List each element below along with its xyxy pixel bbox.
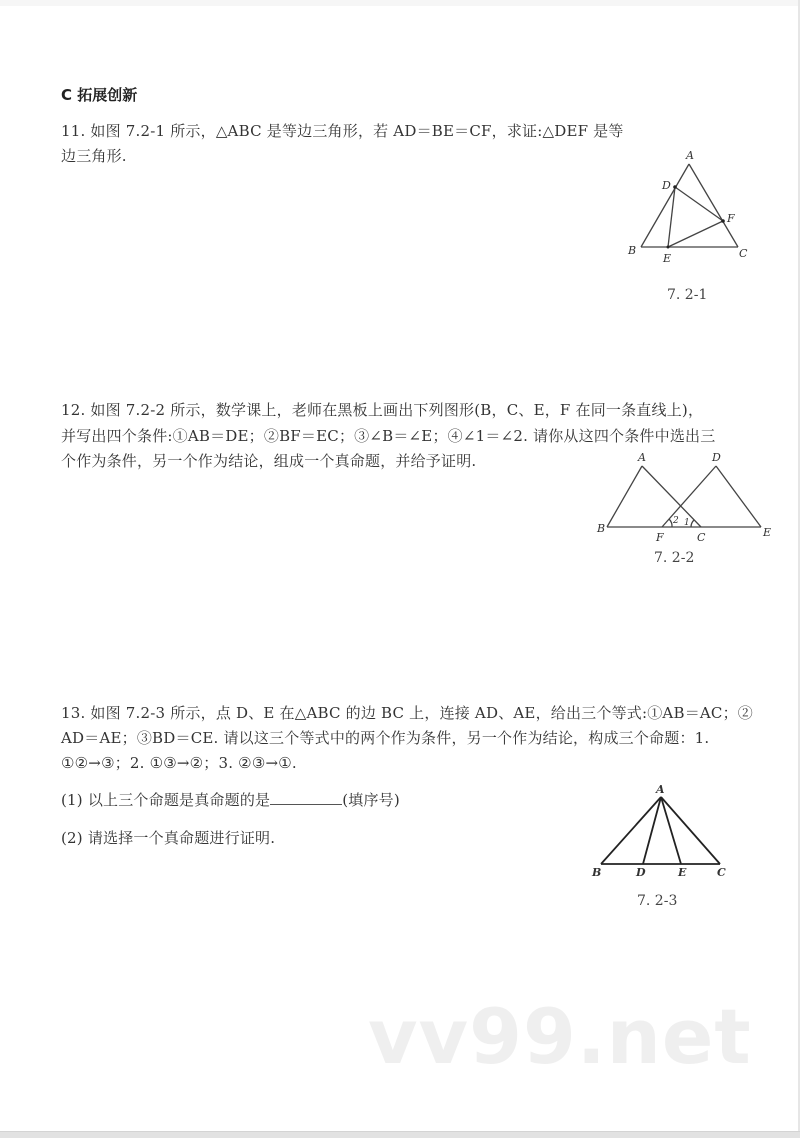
section-heading: C 拓展创新 bbox=[61, 86, 138, 104]
problem-13-line-1: 13. 如图 7.2-3 所示，点 D、E 在△ABC 的边 BC 上，连接 AD、AE，给出三个等式:①AB＝AC；② bbox=[61, 704, 753, 722]
answer-blank[interactable] bbox=[270, 790, 342, 805]
problem-13-line-3: ①②→③；2. ①③→②；3. ②③→①. bbox=[61, 754, 297, 772]
point-label-c: C bbox=[717, 866, 726, 879]
angle-label-1: 1 bbox=[684, 518, 690, 528]
problem-12-line-2: 并写出四个条件:①AB＝DE；②BF＝EC；③∠B＝∠E；④∠1＝∠2. 请你从这四个条件中选出三 bbox=[61, 427, 716, 445]
point-label-d: D bbox=[712, 451, 721, 464]
figure-7-2-2 bbox=[590, 445, 780, 545]
point-label-e: E bbox=[763, 526, 772, 539]
problem-12-line-1: 12. 如图 7.2-2 所示，数学课上，老师在黑板上画出下列图形(B，C、E，F 在同一条直线上)， bbox=[61, 401, 704, 419]
point-label-e: E bbox=[678, 866, 687, 879]
sub-question-1-text: (1) 以上三个命题是真命题的是 bbox=[61, 791, 271, 809]
figure-7-2-2-caption: 7. 2-2 bbox=[654, 550, 695, 566]
problem-13-line-2: AD＝AE；③BD＝CE. 请以这三个等式中的两个作为条件，另一个作为结论，构成三个命题：1. bbox=[61, 729, 710, 747]
point-label-f: F bbox=[727, 212, 735, 225]
problem-12-line-3: 个作为条件，另一个作为结论，组成一个真命题，并给予证明. bbox=[61, 452, 477, 470]
sub-question-2: (2) 请选择一个真命题进行证明. bbox=[61, 829, 276, 847]
point-label-e: E bbox=[663, 252, 672, 265]
point-label-b: B bbox=[597, 522, 606, 535]
point-label-f: F bbox=[656, 531, 664, 544]
point-label-c: C bbox=[697, 531, 706, 544]
problem-11-line-1: 11. 如图 7.2-1 所示，△ABC 是等边三角形，若 AD＝BE＝CF，求证:△DEF 是等 bbox=[61, 122, 624, 140]
point-label-a: A bbox=[656, 783, 665, 796]
angle-label-2: 2 bbox=[673, 516, 679, 526]
figure-7-2-1-caption: 7. 2-1 bbox=[667, 287, 708, 303]
figure-7-2-3-caption: 7. 2-3 bbox=[637, 893, 678, 909]
sub-question-1-hint: (填序号) bbox=[342, 791, 400, 809]
figure-7-2-1 bbox=[610, 140, 780, 265]
problem-11-line-2: 边三角形. bbox=[61, 147, 127, 165]
point-label-d: D bbox=[636, 866, 646, 879]
point-label-b: B bbox=[628, 244, 637, 257]
point-label-a: A bbox=[638, 451, 646, 464]
watermark: vv99.net bbox=[368, 992, 752, 1081]
point-label-c: C bbox=[739, 247, 748, 260]
point-label-b: B bbox=[592, 866, 602, 879]
sub-question-1 bbox=[61, 790, 400, 810]
figure-7-2-3 bbox=[585, 778, 745, 883]
point-label-d: D bbox=[662, 179, 671, 192]
point-label-a: A bbox=[686, 149, 694, 162]
page-top-edge bbox=[0, 0, 800, 6]
